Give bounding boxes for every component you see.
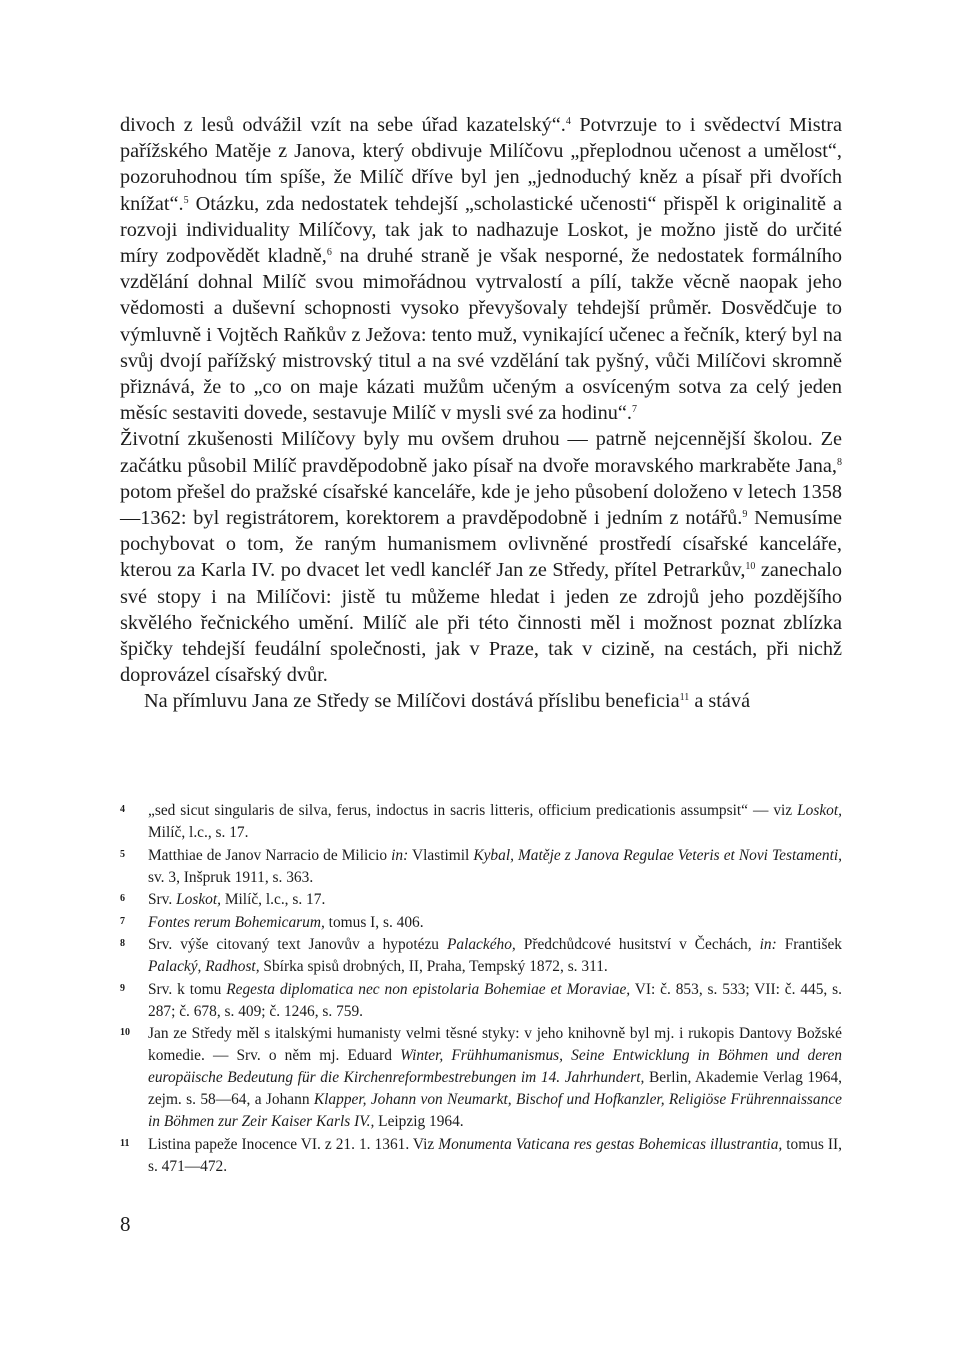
footnote-number: 5 <box>120 848 125 860</box>
footnote-number: 7 <box>120 915 125 927</box>
page-number: 8 <box>120 1212 131 1236</box>
text-run: Vlastimil <box>408 846 474 864</box>
text-run: Srv. <box>148 891 177 908</box>
text-run: Jan ze Středy měl s italskými humanisty velmi těsné styky: v jeho knihovně byl mj. i rukopis Dantovy Božské komedie. — Srv. o něm mj. Eduard <box>148 1025 842 1064</box>
text-run: Životní zkušenosti Milíčovy byly mu ovšem druhou — patrně nejcennější školou. Ze začátku působil Milíč pravděpodobně jako písař na dvoře moravského markraběte Jana, <box>120 428 842 477</box>
text-run: sv. 3, Inšpruk 1911, s. 363. <box>148 868 314 886</box>
italic-text: Loskot, <box>176 891 221 908</box>
text-run: František <box>776 936 842 953</box>
footnote-number: 6 <box>120 893 125 904</box>
text-run: tomus II, s. 471—472. <box>148 1135 842 1175</box>
footnote-ref: 9 <box>742 509 748 521</box>
paragraph <box>120 426 842 688</box>
footnote <box>120 979 842 1023</box>
text-run: Sbírka spisů drobných, II, Praha, Tempský 1872, s. 311. <box>259 958 608 975</box>
footnotes <box>120 800 842 1178</box>
text-run: Srv. k tomu <box>148 980 227 998</box>
footnote <box>120 912 842 934</box>
footnote-ref: 7 <box>632 404 637 416</box>
paragraph <box>120 688 842 714</box>
text-run: a stává <box>689 690 751 713</box>
footnote <box>120 800 842 844</box>
text-run: divoch z lesů odvážil vzít na sebe úřad kazatelský“. <box>120 114 566 136</box>
footnote-ref: 8 <box>837 456 842 468</box>
footnote-number: 4 <box>120 804 125 815</box>
footnote <box>120 1134 842 1178</box>
text-run: Předchůdcové husitství v Čechách, <box>515 936 760 953</box>
text-run: Berlin, Akademie Verlag 1964, zejm. s. 58—64, a Johann <box>148 1069 843 1108</box>
footnote-number: 10 <box>120 1027 130 1038</box>
italic-text: Winter, Frühhumanismus, Seine Entwicklung in Böhmen und deren europäische Bedeutung für die Kirchenreformbestrebungen im 14. Jahrhundert, <box>148 1047 842 1086</box>
text-run: Matthiae de Janov Narracio de Milicio <box>148 846 392 864</box>
italic-text: in: <box>391 846 409 864</box>
text-run: Na přímluvu Jana ze Středy se Milíčovi dostává příslibu beneficia <box>144 690 680 713</box>
text-run: zanechalo své stopy i na Milíčovi: jistě tu můžeme hledat i jeden ze zdrojů jeho pozdějšího skvělého řečnického umění. Milíč ale při této činnosti měl i možnost poznat zblízka špičky tehdejší feudální společnosti, jak v Praze, tak v cizině, na cestách, při nichž doprovázel císařský dvůr. <box>120 559 842 687</box>
italic-text: Fontes rerum Bohemicarum, <box>148 913 325 931</box>
footnote <box>120 1023 842 1133</box>
footnote-number: 8 <box>120 938 125 949</box>
italic-text: Monumenta Vaticana res gestas Bohemicas illustrantia, <box>438 1135 783 1153</box>
italic-text: Palacký, Radhost, <box>148 958 260 975</box>
footnote-ref: 4 <box>565 116 571 127</box>
italic-text: in: <box>759 936 777 953</box>
footnote-number: 9 <box>120 982 125 994</box>
text-run: Milíč, l.c., s. 17. <box>220 891 326 908</box>
footnote-ref: 11 <box>679 692 690 704</box>
text-run: potom přešel do pražské císařské kanceláře, kde je jeho působení doloženo v letech 1358—1362: byl registrátorem, korektorem a pravděpodobně i jedním z notářů. <box>120 480 842 530</box>
footnote-ref: 6 <box>326 247 332 259</box>
text-run: na druhé straně je však nesporné, že nedostatek formálního vzdělání dohnal Milíč svou mimořádnou vytrvalostí a pílí, takže věcně naopak jeho vědomosti a duševní schopnosti vysoko převyšovaly tehdejší průměr. Dosvědčuje to výmluvně i Vojtěch Raňkův z Ježova: tento muž, vynikající učenec a řečník, který byl na svůj dvojí pařížský mistrovský titul a na své vzdělání tak pyšný, vůči Milíčovi skromně přiznává, že to „co on maje kázati mužům učeným a osvíceným sotva za celý jeden měsíc sestaviti dovede, sestavuje Milíč v mysli své za hodinu“. <box>120 245 842 425</box>
footnote-ref: 5 <box>183 194 189 206</box>
italic-text: Kybal, Matěje z Janova Regulae Veteris et Novi Testamenti, <box>473 846 842 864</box>
footnote <box>120 889 842 911</box>
footnote-ref: 10 <box>745 561 756 573</box>
main-text <box>120 112 842 715</box>
footnote <box>120 845 842 889</box>
footnote <box>120 934 842 978</box>
text-run: Leipzig 1964. <box>374 1113 464 1130</box>
text-run: Srv. výše citovaný text Janovův a hypotézu <box>148 936 447 953</box>
text-run: Milíč, l.c., s. 17. <box>148 824 249 841</box>
italic-text: Palackého, <box>446 936 516 953</box>
text-run: Nemusíme pochybovat o tom, že raným humanismem ovlivněné prostředí císařské kanceláře, kterou za Karla IV. po dvacet let vedl kancléř Jan ze Středy, přítel Petrarkův, <box>120 507 842 582</box>
italic-text: Loskot, <box>797 802 842 819</box>
text-run: tomus I, s. 406. <box>324 913 424 931</box>
text-run: Potvrzuje to i svědectví Mistra pařížského Matěje z Janova, který obdivuje Milíčovu „přeplodnou učenost a umělost“, pozoruhodnou tím spíše, že Milíč dříve byl jen „jednoduchý kněz a písař při dvořích knížat“. <box>120 114 843 215</box>
text-run: VI: č. 853, s. 533; VII: č. 445, s. 287; č. 678, s. 409; č. 1246, s. 759. <box>148 980 842 1020</box>
italic-text: Klapper, Johann von Neumarkt, Bischof und Hofkanzler, Religiöse Frührennaissance in Böhmen zur Zeir Kaiser Karls IV., <box>148 1091 842 1130</box>
text-run: Listina papeže Inocence VI. z 21. 1. 1361. Viz <box>148 1135 439 1153</box>
paragraph <box>120 112 842 426</box>
text-run: „sed sicut singularis de silva, ferus, indoctus in sacris litteris, officium predicationis assumpsit“ — viz <box>148 802 798 819</box>
footnote-number: 11 <box>120 1137 130 1149</box>
text-run: Otázku, zda nedostatek tehdejší „scholastické učenosti“ přispěl k originalitě a rozvoji individuality Milíčovy, tak jak to nadhazuje Loskot, je možno jistě do určité míry zodpovědět kladně, <box>120 192 842 268</box>
italic-text: Regesta diplomatica nec non epistolaria Bohemiae et Moraviae, <box>226 980 631 998</box>
